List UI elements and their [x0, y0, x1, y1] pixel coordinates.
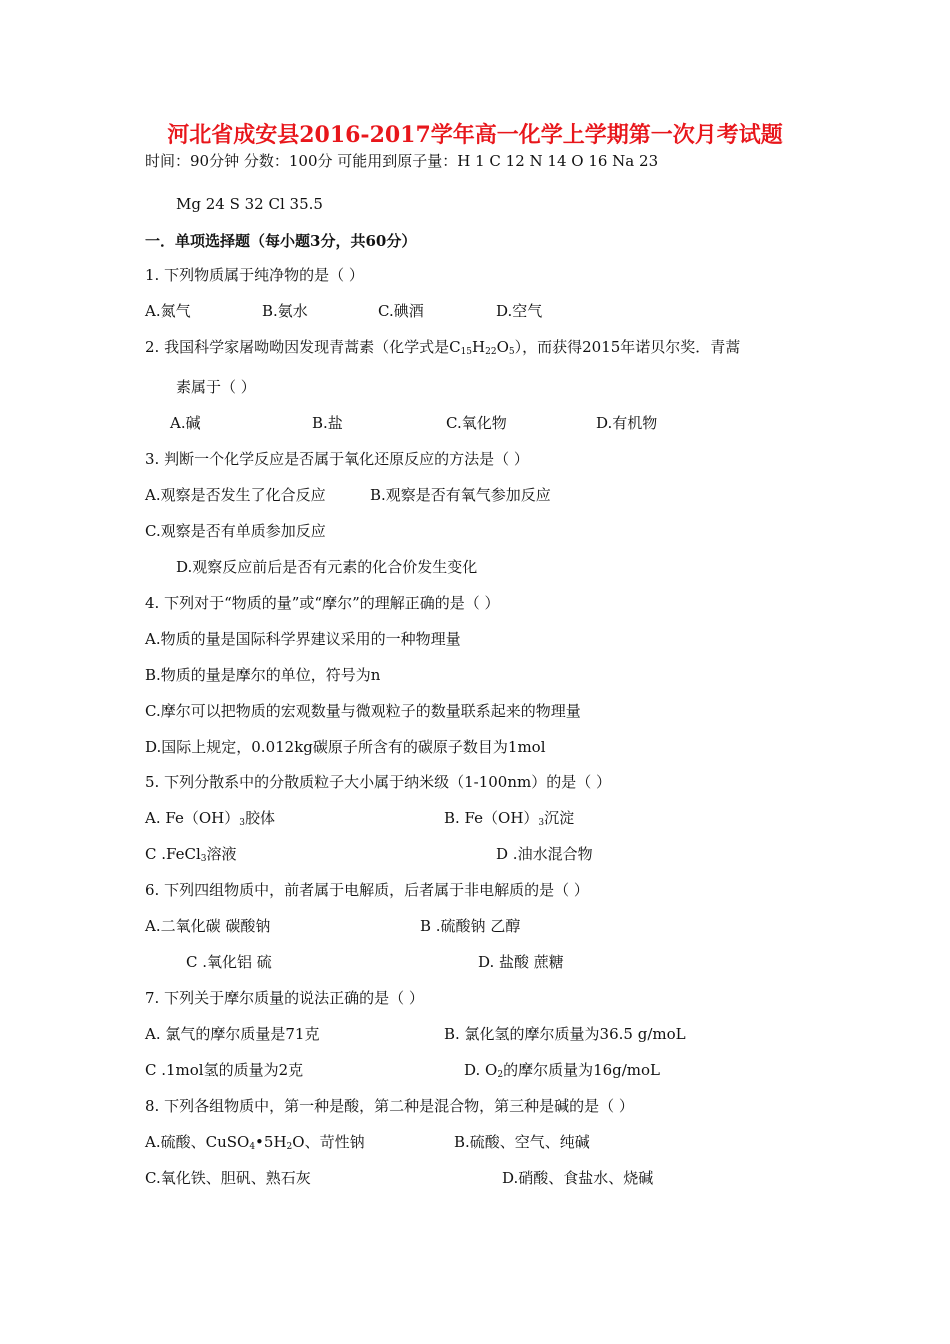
question-7-stem: 7. 下列关于摩尔质量的说法正确的是（ ）: [145, 989, 424, 1007]
question-4-option-a: A.物质的量是国际科学界建议采用的一种物理量: [145, 630, 461, 648]
question-5-option-a: A. $Fe(OH)_3$胶体: [145, 809, 275, 828]
question-5-option-c: C .FeCl$_3$溶液: [145, 845, 237, 864]
question-5-option-d: D .油水混合物: [496, 845, 593, 863]
question-8-stem: 8. 下列各组物质中，第一种是酸，第二种是混合物，第三种是碱的是（ ）: [145, 1097, 634, 1115]
question-6-option-b: B .硫酸钠 乙醇: [420, 917, 521, 935]
question-2-option-a: A.碱: [170, 414, 201, 432]
question-1-stem: 1. 下列物质属于纯净物的是（ ）: [145, 266, 364, 284]
question-1-option-b: B.氨水: [262, 302, 308, 320]
question-6-stem: 6. 下列四组物质中，前者属于电解质，后者属于非电解质的是（ ）: [145, 881, 589, 899]
question-2-option-b: B.盐: [312, 414, 343, 432]
question-1-option-a: A.氮气: [145, 302, 191, 320]
question-7-option-b: B. 氯化氢的摩尔质量为36.5 g/moL: [444, 1025, 686, 1043]
question-7-option-c: C .1mol氢的质量为2克: [145, 1061, 304, 1079]
question-6-option-a: A.二氧化碳 碳酸钠: [145, 917, 271, 935]
section-heading: 一．单项选择题（每小题3分，共60分）: [145, 232, 417, 250]
question-3-option-a: A.观察是否发生了化合反应: [145, 486, 326, 504]
exam-info-line: 时间：90分钟 分数：100分 可能用到原子量：H 1 C 12 N 14 O 16 Na 23: [145, 152, 659, 170]
question-2-option-d: D.有机物: [596, 414, 658, 432]
question-3-option-d: D.观察反应前后是否有元素的化合价发生变化: [176, 558, 478, 576]
question-2-stem-cont: 素属于（ ）: [176, 378, 256, 396]
question-4-option-c: C.摩尔可以把物质的宏观数量与微观粒子的数量联系起来的物理量: [145, 702, 581, 720]
question-1-option-d: D.空气: [496, 302, 543, 320]
question-8-option-d: D.硝酸、食盐水、烧碱: [502, 1169, 654, 1187]
question-5-stem: 5. 下列分散系中的分散质粒子大小属于纳米级（1-100nm）的是（ ）: [145, 773, 611, 791]
question-8-option-a: A.硫酸、$CuSO_4•5H_2O$、苛性钠: [145, 1133, 365, 1152]
question-4-option-d: D.国际上规定，0.012kg碳原子所含有的碳原子数目为1mol: [145, 738, 546, 756]
question-6-option-c: C .氧化铝 硫: [186, 953, 272, 971]
question-3-stem: 3. 判断一个化学反应是否属于氧化还原反应的方法是（ ）: [145, 450, 529, 468]
exam-info-line-2: Mg 24 S 32 Cl 35.5: [176, 195, 323, 213]
question-8-option-b: B.硫酸、空气、纯碱: [454, 1133, 590, 1151]
question-3-option-b: B.观察是否有氧气参加反应: [370, 486, 551, 504]
question-4-stem: 4. 下列对于“物质的量”或“摩尔”的理解正确的是（ ）: [145, 594, 500, 612]
question-7-option-a: A. 氯气的摩尔质量是71克: [145, 1025, 320, 1043]
question-5-option-b: B. $Fe(OH)_3$沉淀: [444, 809, 575, 828]
question-6-option-d: D. 盐酸 蔗糖: [478, 953, 564, 971]
question-8-option-c: C.氧化铁、胆矾、熟石灰: [145, 1169, 311, 1187]
question-7-option-d: D. $O_2$的摩尔质量为16g/moL: [464, 1061, 661, 1080]
question-2-stem: 2. 我国科学家屠呦呦因发现青蒿素（化学式是$C_{15}H_{22}O_5$），而获得2015年诺贝尔奖．青蒿: [145, 338, 741, 357]
question-2-option-c: C.氧化物: [446, 414, 507, 432]
page-title: 河北省成安县2016-2017学年高一化学上学期第一次月考试题: [167, 122, 783, 148]
question-1-option-c: C.碘酒: [378, 302, 424, 320]
question-3-option-c: C.观察是否有单质参加反应: [145, 522, 326, 540]
question-4-option-b: B.物质的量是摩尔的单位，符号为n: [145, 666, 381, 684]
